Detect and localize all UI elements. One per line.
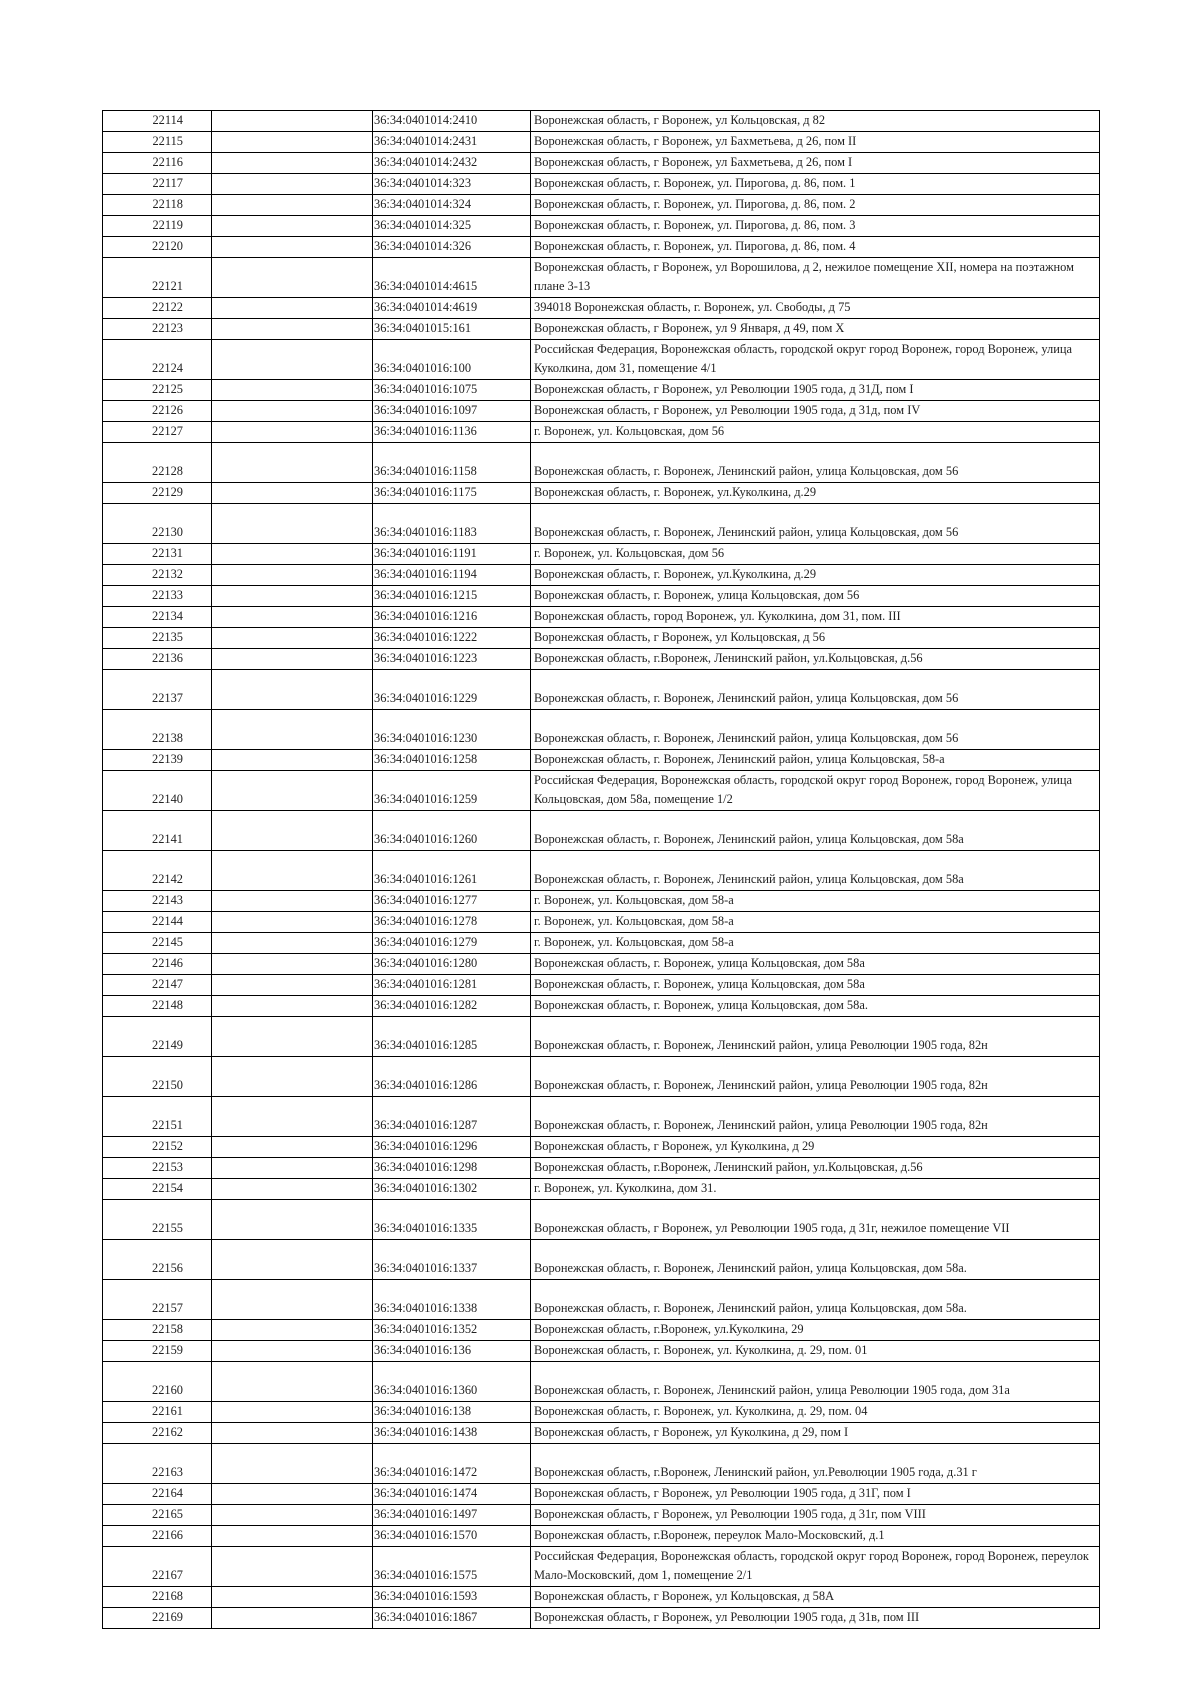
address-cell: Воронежская область, г. Воронеж, ул. Пирогова, д. 86, пом. 1 [531,174,1100,195]
cadastral-number-cell: 36:34:0401016:1222 [373,628,531,649]
table-row [103,710,1100,750]
address-cell: Воронежская область, г Воронеж, ул Революции 1905 года, д 31д, пом IV [531,401,1100,422]
empty-cell [212,504,373,544]
address-cell: Воронежская область, г. Воронеж, Ленинский район, улица Революции 1905 года, 82н [531,1057,1100,1097]
empty-cell [212,1057,373,1097]
empty-cell [212,1240,373,1280]
cadastral-number-cell: 36:34:0401016:1360 [373,1362,531,1402]
cadastral-number-cell: 36:34:0401016:1158 [373,443,531,483]
empty-cell [212,132,373,153]
table-row [103,504,1100,544]
empty-cell [212,1137,373,1158]
table-row [103,1341,1100,1362]
record-number-cell: 22162 [103,1423,212,1444]
table-row [103,771,1100,811]
address-cell: Воронежская область, г. Воронеж, Ленинский район, улица Кольцовская, дом 56 [531,443,1100,483]
address-cell: Воронежская область, г Воронеж, ул Кольцовская, д 58А [531,1587,1100,1608]
address-cell: Воронежская область, г.Воронеж, Ленинский район, ул.Революции 1905 года, д.31 г [531,1444,1100,1484]
empty-cell [212,710,373,750]
empty-cell [212,750,373,771]
address-cell: Воронежская область, г Воронеж, ул Революции 1905 года, д 31г, нежилое помещение VII [531,1200,1100,1240]
table-row [103,153,1100,174]
empty-cell [212,216,373,237]
cadastral-number-cell: 36:34:0401016:1097 [373,401,531,422]
cadastral-number-cell: 36:34:0401016:1337 [373,1240,531,1280]
table-row [103,1097,1100,1137]
record-number-cell: 22128 [103,443,212,483]
record-number-cell: 22151 [103,1097,212,1137]
cadastral-number-cell: 36:34:0401016:1286 [373,1057,531,1097]
record-number-cell: 22134 [103,607,212,628]
table-row [103,422,1100,443]
empty-cell [212,996,373,1017]
cadastral-number-cell: 36:34:0401016:1867 [373,1608,531,1629]
empty-cell [212,670,373,710]
table-row [103,174,1100,195]
cadastral-number-cell: 36:34:0401016:1194 [373,565,531,586]
table-row [103,111,1100,132]
address-cell: Воронежская область, г. Воронеж, Ленинский район, улица Кольцовская, дом 58а [531,811,1100,851]
record-number-cell: 22152 [103,1137,212,1158]
table-row [103,544,1100,565]
record-number-cell: 22119 [103,216,212,237]
empty-cell [212,811,373,851]
address-cell: Российская Федерация, Воронежская область, городской округ город Воронеж, город Воронеж, улица Куколкина, дом 31, помещение 4/1 [531,340,1100,380]
address-cell: г. Воронеж, ул. Кольцовская, дом 58-а [531,912,1100,933]
record-number-cell: 22129 [103,483,212,504]
address-cell: Воронежская область, г.Воронеж, Ленинский район, ул.Кольцовская, д.56 [531,1158,1100,1179]
address-cell: Воронежская область, г Воронеж, ул Бахметьева, д 26, пом I [531,153,1100,174]
cadastral-number-cell: 36:34:0401014:324 [373,195,531,216]
empty-cell [212,258,373,298]
cadastral-number-cell: 36:34:0401016:1183 [373,504,531,544]
address-cell: Воронежская область, г Воронеж, ул Куколкина, д 29, пом I [531,1423,1100,1444]
record-number-cell: 22142 [103,851,212,891]
address-cell: Воронежская область, г. Воронеж, Ленинский район, улица Кольцовская, дом 56 [531,710,1100,750]
empty-cell [212,1484,373,1505]
address-cell: Воронежская область, г. Воронеж, ул. Пирогова, д. 86, пом. 2 [531,195,1100,216]
empty-cell [212,174,373,195]
cadastral-number-cell: 36:34:0401016:1570 [373,1526,531,1547]
record-number-cell: 22165 [103,1505,212,1526]
table-row [103,216,1100,237]
cadastral-number-cell: 36:34:0401016:1280 [373,954,531,975]
address-cell: Российская Федерация, Воронежская область, городской округ город Воронеж, город Воронеж, улица Кольцовская, дом 58а, помещение 1/2 [531,771,1100,811]
table-row [103,996,1100,1017]
record-number-cell: 22126 [103,401,212,422]
cadastral-number-cell: 36:34:0401016:1229 [373,670,531,710]
address-cell: Воронежская область, г Воронеж, ул Куколкина, д 29 [531,1137,1100,1158]
record-number-cell: 22153 [103,1158,212,1179]
table-row [103,1444,1100,1484]
table-row [103,975,1100,996]
table-row [103,298,1100,319]
empty-cell [212,483,373,504]
cadastral-number-cell: 36:34:0401014:2431 [373,132,531,153]
table-row [103,1402,1100,1423]
address-cell: Воронежская область, г Воронеж, ул Кольцовская, д 82 [531,111,1100,132]
record-number-cell: 22121 [103,258,212,298]
record-number-cell: 22131 [103,544,212,565]
table-row [103,1505,1100,1526]
empty-cell [212,628,373,649]
cadastral-number-cell: 36:34:0401016:1278 [373,912,531,933]
record-number-cell: 22150 [103,1057,212,1097]
table-row [103,340,1100,380]
address-cell: Воронежская область, г.Воронеж, ул.Куколкина, 29 [531,1320,1100,1341]
cadastral-number-cell: 36:34:0401016:1261 [373,851,531,891]
empty-cell [212,1608,373,1629]
cadastral-number-cell: 36:34:0401016:1497 [373,1505,531,1526]
record-number-cell: 22117 [103,174,212,195]
address-cell: Воронежская область, г. Воронеж, Ленинский район, улица Кольцовская, дом 58а. [531,1240,1100,1280]
address-cell: Воронежская область, г Воронеж, ул Революции 1905 года, д 31Д, пом I [531,380,1100,401]
cadastral-number-cell: 36:34:0401016:1338 [373,1280,531,1320]
cadastral-number-cell: 36:34:0401016:1279 [373,933,531,954]
cadastral-number-cell: 36:34:0401016:1075 [373,380,531,401]
record-number-cell: 22168 [103,1587,212,1608]
record-number-cell: 22120 [103,237,212,258]
table-row [103,319,1100,340]
empty-cell [212,111,373,132]
address-cell: г. Воронеж, ул. Кольцовская, дом 56 [531,422,1100,443]
record-number-cell: 22167 [103,1547,212,1587]
table-row [103,607,1100,628]
cadastral-number-cell: 36:34:0401016:1136 [373,422,531,443]
empty-cell [212,443,373,483]
cadastral-number-cell: 36:34:0401014:4619 [373,298,531,319]
table-row [103,483,1100,504]
empty-cell [212,1402,373,1423]
cadastral-number-cell: 36:34:0401014:323 [373,174,531,195]
address-cell: Воронежская область, г. Воронеж, Ленинский район, улица Кольцовская, 58-а [531,750,1100,771]
empty-cell [212,649,373,670]
cadastral-number-cell: 36:34:0401016:1593 [373,1587,531,1608]
record-number-cell: 22141 [103,811,212,851]
cadastral-number-cell: 36:34:0401016:1438 [373,1423,531,1444]
empty-cell [212,1341,373,1362]
cadastral-number-cell: 36:34:0401016:1298 [373,1158,531,1179]
cadastral-number-cell: 36:34:0401016:1472 [373,1444,531,1484]
table-row [103,1587,1100,1608]
table-row [103,1179,1100,1200]
table-row [103,649,1100,670]
property-register-table [102,110,1100,1629]
empty-cell [212,1423,373,1444]
cadastral-number-cell: 36:34:0401016:1282 [373,996,531,1017]
address-cell: Воронежская область, г Воронеж, ул Ворошилова, д 2, нежилое помещение XII, номера на поэтажном плане 3-13 [531,258,1100,298]
record-number-cell: 22132 [103,565,212,586]
empty-cell [212,1526,373,1547]
record-number-cell: 22116 [103,153,212,174]
cadastral-number-cell: 36:34:0401016:1258 [373,750,531,771]
record-number-cell: 22169 [103,1608,212,1629]
empty-cell [212,1280,373,1320]
address-cell: Воронежская область, г. Воронеж, Ленинский район, улица Кольцовская, дом 58а. [531,1280,1100,1320]
table-row [103,1362,1100,1402]
record-number-cell: 22143 [103,891,212,912]
table-row [103,912,1100,933]
address-cell: Воронежская область, г Воронеж, ул Революции 1905 года, д 31Г, пом I [531,1484,1100,1505]
address-cell: Воронежская область, г. Воронеж, ул.Куколкина, д.29 [531,483,1100,504]
address-cell: Воронежская область, г. Воронеж, ул. Пирогова, д. 86, пом. 3 [531,216,1100,237]
empty-cell [212,1158,373,1179]
cadastral-number-cell: 36:34:0401016:1223 [373,649,531,670]
record-number-cell: 22166 [103,1526,212,1547]
empty-cell [212,565,373,586]
table-row [103,380,1100,401]
table-row [103,1608,1100,1629]
cadastral-number-cell: 36:34:0401016:1260 [373,811,531,851]
record-number-cell: 22140 [103,771,212,811]
table-row [103,1017,1100,1057]
address-cell: Воронежская область, город Воронеж, ул. Куколкина, дом 31, пом. III [531,607,1100,628]
cadastral-number-cell: 36:34:0401016:1230 [373,710,531,750]
empty-cell [212,954,373,975]
address-cell: Воронежская область, г. Воронеж, улица Кольцовская, дом 58а [531,975,1100,996]
empty-cell [212,1362,373,1402]
record-number-cell: 22154 [103,1179,212,1200]
record-number-cell: 22133 [103,586,212,607]
cadastral-number-cell: 36:34:0401016:1285 [373,1017,531,1057]
empty-cell [212,912,373,933]
table-row [103,954,1100,975]
record-number-cell: 22163 [103,1444,212,1484]
empty-cell [212,891,373,912]
empty-cell [212,401,373,422]
address-cell: г. Воронеж, ул. Кольцовская, дом 56 [531,544,1100,565]
address-cell: Воронежская область, г. Воронеж, Ленинский район, улица Революции 1905 года, дом 31а [531,1362,1100,1402]
record-number-cell: 22149 [103,1017,212,1057]
record-number-cell: 22136 [103,649,212,670]
empty-cell [212,544,373,565]
cadastral-number-cell: 36:34:0401016:1281 [373,975,531,996]
cadastral-number-cell: 36:34:0401016:1352 [373,1320,531,1341]
record-number-cell: 22127 [103,422,212,443]
table-row [103,1547,1100,1587]
table-row [103,891,1100,912]
table-row [103,237,1100,258]
record-number-cell: 22145 [103,933,212,954]
table-row [103,851,1100,891]
empty-cell [212,380,373,401]
address-cell: Воронежская область, г. Воронеж, ул. Куколкина, д. 29, пом. 01 [531,1341,1100,1362]
address-cell: Воронежская область, г. Воронеж, Ленинский район, улица Революции 1905 года, 82н [531,1017,1100,1057]
empty-cell [212,1200,373,1240]
cadastral-number-cell: 36:34:0401016:1302 [373,1179,531,1200]
record-number-cell: 22125 [103,380,212,401]
cadastral-number-cell: 36:34:0401016:1277 [373,891,531,912]
cadastral-number-cell: 36:34:0401016:1296 [373,1137,531,1158]
table-row [103,565,1100,586]
record-number-cell: 22122 [103,298,212,319]
empty-cell [212,1017,373,1057]
empty-cell [212,298,373,319]
record-number-cell: 22115 [103,132,212,153]
address-cell: Воронежская область, г. Воронеж, улица Кольцовская, дом 58а. [531,996,1100,1017]
address-cell: Воронежская область, г.Воронеж, переулок Мало-Московский, д.1 [531,1526,1100,1547]
record-number-cell: 22123 [103,319,212,340]
table-row [103,811,1100,851]
record-number-cell: 22139 [103,750,212,771]
cadastral-number-cell: 36:34:0401016:138 [373,1402,531,1423]
record-number-cell: 22118 [103,195,212,216]
empty-cell [212,153,373,174]
cadastral-number-cell: 36:34:0401016:1175 [373,483,531,504]
record-number-cell: 22161 [103,1402,212,1423]
cadastral-number-cell: 36:34:0401016:136 [373,1341,531,1362]
address-cell: Воронежская область, г. Воронеж, улица Кольцовская, дом 58а [531,954,1100,975]
table-row [103,1240,1100,1280]
cadastral-number-cell: 36:34:0401014:2410 [373,111,531,132]
empty-cell [212,422,373,443]
cadastral-number-cell: 36:34:0401016:1474 [373,1484,531,1505]
address-cell: Воронежская область, г. Воронеж, улица Кольцовская, дом 56 [531,586,1100,607]
table-row [103,670,1100,710]
record-number-cell: 22147 [103,975,212,996]
table-row [103,1423,1100,1444]
table-row [103,401,1100,422]
record-number-cell: 22146 [103,954,212,975]
cadastral-number-cell: 36:34:0401016:100 [373,340,531,380]
empty-cell [212,340,373,380]
empty-cell [212,1179,373,1200]
table-row [103,1137,1100,1158]
cadastral-number-cell: 36:34:0401015:161 [373,319,531,340]
table-row [103,1526,1100,1547]
empty-cell [212,1587,373,1608]
empty-cell [212,851,373,891]
record-number-cell: 22137 [103,670,212,710]
record-number-cell: 22160 [103,1362,212,1402]
empty-cell [212,1505,373,1526]
address-cell: г. Воронеж, ул. Куколкина, дом 31. [531,1179,1100,1200]
address-cell: г. Воронеж, ул. Кольцовская, дом 58-а [531,891,1100,912]
empty-cell [212,586,373,607]
empty-cell [212,195,373,216]
address-cell: Воронежская область, г. Воронеж, Ленинский район, улица Кольцовская, дом 58а [531,851,1100,891]
cadastral-number-cell: 36:34:0401014:2432 [373,153,531,174]
record-number-cell: 22114 [103,111,212,132]
address-cell: г. Воронеж, ул. Кольцовская, дом 58-а [531,933,1100,954]
empty-cell [212,237,373,258]
register-table-body [103,111,1100,1629]
address-cell: Воронежская область, г Воронеж, ул Кольцовская, д 56 [531,628,1100,649]
address-cell: Воронежская область, г Воронеж, ул 9 Января, д 49, пом X [531,319,1100,340]
cadastral-number-cell: 36:34:0401014:4615 [373,258,531,298]
table-row [103,443,1100,483]
address-cell: Воронежская область, г Воронеж, ул Революции 1905 года, д 31в, пом III [531,1608,1100,1629]
address-cell: 394018 Воронежская область, г. Воронеж, ул. Свободы, д 75 [531,298,1100,319]
table-row [103,750,1100,771]
address-cell: Российская Федерация, Воронежская область, городской округ город Воронеж, город Воронеж, переулок Мало-Московский, дом 1, помещение 2/1 [531,1547,1100,1587]
cadastral-number-cell: 36:34:0401016:1259 [373,771,531,811]
record-number-cell: 22155 [103,1200,212,1240]
record-number-cell: 22144 [103,912,212,933]
cadastral-number-cell: 36:34:0401016:1216 [373,607,531,628]
empty-cell [212,319,373,340]
address-cell: Воронежская область, г. Воронеж, ул.Куколкина, д.29 [531,565,1100,586]
cadastral-number-cell: 36:34:0401016:1575 [373,1547,531,1587]
empty-cell [212,771,373,811]
record-number-cell: 22124 [103,340,212,380]
record-number-cell: 22157 [103,1280,212,1320]
table-row [103,1057,1100,1097]
table-row [103,132,1100,153]
table-row [103,628,1100,649]
cadastral-number-cell: 36:34:0401014:326 [373,237,531,258]
record-number-cell: 22135 [103,628,212,649]
empty-cell [212,1320,373,1341]
address-cell: Воронежская область, г.Воронеж, Ленинский район, ул.Кольцовская, д.56 [531,649,1100,670]
table-row [103,1320,1100,1341]
address-cell: Воронежская область, г Воронеж, ул Бахметьева, д 26, пом II [531,132,1100,153]
cadastral-number-cell: 36:34:0401014:325 [373,216,531,237]
record-number-cell: 22164 [103,1484,212,1505]
empty-cell [212,1097,373,1137]
table-row [103,195,1100,216]
table-row [103,258,1100,298]
empty-cell [212,607,373,628]
address-cell: Воронежская область, г Воронеж, ул Революции 1905 года, д 31г, пом VIII [531,1505,1100,1526]
record-number-cell: 22156 [103,1240,212,1280]
table-row [103,1158,1100,1179]
cadastral-number-cell: 36:34:0401016:1335 [373,1200,531,1240]
empty-cell [212,1444,373,1484]
table-row [103,1484,1100,1505]
address-cell: Воронежская область, г. Воронеж, Ленинский район, улица Кольцовская, дом 56 [531,504,1100,544]
record-number-cell: 22130 [103,504,212,544]
empty-cell [212,975,373,996]
cadastral-number-cell: 36:34:0401016:1287 [373,1097,531,1137]
record-number-cell: 22159 [103,1341,212,1362]
address-cell: Воронежская область, г. Воронеж, Ленинский район, улица Кольцовская, дом 56 [531,670,1100,710]
cadastral-number-cell: 36:34:0401016:1215 [373,586,531,607]
table-row [103,1200,1100,1240]
record-number-cell: 22148 [103,996,212,1017]
empty-cell [212,933,373,954]
cadastral-number-cell: 36:34:0401016:1191 [373,544,531,565]
address-cell: Воронежская область, г. Воронеж, ул. Пирогова, д. 86, пом. 4 [531,237,1100,258]
table-row [103,1280,1100,1320]
address-cell: Воронежская область, г. Воронеж, ул. Куколкина, д. 29, пом. 04 [531,1402,1100,1423]
empty-cell [212,1547,373,1587]
record-number-cell: 22158 [103,1320,212,1341]
record-number-cell: 22138 [103,710,212,750]
table-row [103,586,1100,607]
address-cell: Воронежская область, г. Воронеж, Ленинский район, улица Революции 1905 года, 82н [531,1097,1100,1137]
table-row [103,933,1100,954]
